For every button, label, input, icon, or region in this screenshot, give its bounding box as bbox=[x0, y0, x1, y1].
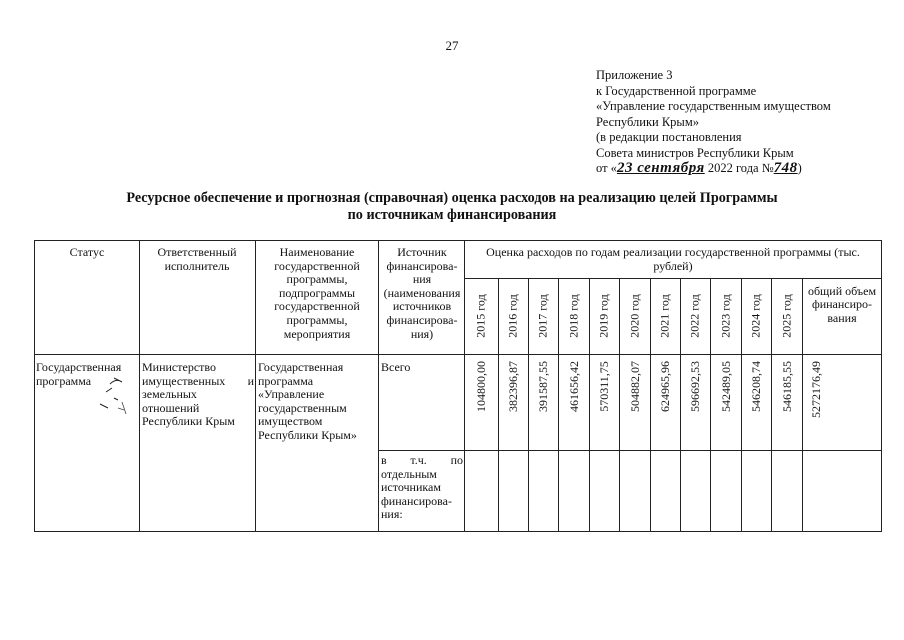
date-suffix: ) bbox=[797, 161, 802, 175]
col-line bbox=[255, 240, 256, 532]
year-value: 391587,55 bbox=[535, 361, 550, 412]
year-header: 2023 год bbox=[718, 294, 733, 338]
total-value: 5272176,49 bbox=[808, 361, 823, 418]
header-executor: Ответственный исполнитель bbox=[157, 245, 237, 273]
col-line bbox=[680, 278, 681, 532]
table-border-bottom bbox=[34, 531, 882, 532]
year-value: 570311,75 bbox=[596, 361, 611, 412]
estimate-header-line bbox=[464, 278, 882, 279]
row-source-detail: в т.ч. по отдельным источникам финансирова-ния: bbox=[381, 453, 463, 522]
year-header: 2017 год bbox=[535, 294, 550, 338]
appendix-line: к Государственной программе bbox=[596, 83, 757, 98]
col-line bbox=[558, 278, 559, 532]
year-header: 2020 год bbox=[627, 294, 642, 338]
row-program-name: Государственная программа «Управление государственным имуществом Республики Крым» bbox=[258, 360, 357, 442]
appendix-line: Совета министров Республики Крым bbox=[596, 145, 794, 160]
col-line bbox=[741, 278, 742, 532]
header-bottom-line bbox=[34, 354, 882, 355]
year-value: 596692,53 bbox=[687, 361, 702, 412]
col-line bbox=[139, 240, 140, 532]
year-header: 2021 год bbox=[657, 294, 672, 338]
year-value: 504882,07 bbox=[627, 361, 642, 412]
col-line bbox=[619, 278, 620, 532]
year-header: 2019 год bbox=[596, 294, 611, 338]
col-line bbox=[589, 278, 590, 532]
date-prefix: от « bbox=[596, 161, 617, 175]
document-title bbox=[0, 190, 904, 224]
appendix-date-line bbox=[596, 161, 896, 177]
year-value: 624965,96 bbox=[657, 361, 672, 412]
year-header: 2018 год bbox=[566, 294, 581, 338]
year-value: 382396,87 bbox=[505, 361, 520, 412]
header-source: Источник финансирова-ния (наименования источников финансирова-ния) bbox=[383, 245, 461, 341]
col-line bbox=[378, 240, 379, 532]
date-year: 2022 года № bbox=[704, 161, 774, 175]
year-value: 546185,55 bbox=[779, 361, 794, 412]
appendix-line: Приложение 3 bbox=[596, 68, 673, 82]
row-source: Всего bbox=[381, 360, 411, 374]
col-line bbox=[650, 278, 651, 532]
financing-table bbox=[34, 240, 882, 532]
col-line bbox=[802, 278, 803, 532]
col-line bbox=[34, 240, 35, 532]
year-header: 2024 год bbox=[748, 294, 763, 338]
col-line bbox=[771, 278, 772, 532]
col-line bbox=[464, 240, 465, 532]
row-executor: Министерство имущественных и земельных отношений Республики Крым bbox=[142, 360, 254, 429]
year-header: 2025 год bbox=[779, 294, 794, 338]
year-value: 542489,05 bbox=[718, 361, 733, 412]
header-total: общий объем финансиро-вания bbox=[807, 284, 877, 325]
title-line-1: Ресурсное обеспечение и прогнозная (справочная) оценка расходов на реализацию целей Программы bbox=[126, 190, 778, 206]
table-border-top bbox=[34, 240, 882, 241]
page-number: 27 bbox=[445, 38, 459, 53]
year-value: 546208,74 bbox=[748, 361, 763, 412]
year-header: 2016 год bbox=[505, 294, 520, 338]
handwritten-date: 23 сентября bbox=[616, 160, 705, 176]
appendix-line: Республики Крым» bbox=[596, 114, 699, 129]
col-line bbox=[498, 278, 499, 532]
year-value: 461656,42 bbox=[566, 361, 581, 412]
year-header: 2015 год bbox=[473, 294, 488, 338]
year-value: 104800,00 bbox=[473, 361, 488, 412]
header-status: Статус bbox=[69, 245, 105, 259]
year-header: 2022 год bbox=[687, 294, 702, 338]
col-line bbox=[881, 240, 882, 532]
header-estimate: Оценка расходов по годам реализации государственной программы (тыс. рублей) bbox=[486, 245, 860, 273]
appendix-line: «Управление государственным имуществом bbox=[596, 99, 831, 113]
header-program-name: Наименование государственной программы, подпрограммы государственной программы, мероприятия bbox=[274, 245, 360, 341]
row-divider-line bbox=[378, 450, 882, 451]
row-status: Государственная программа bbox=[36, 360, 122, 388]
col-line bbox=[710, 278, 711, 532]
handwritten-mark bbox=[80, 368, 136, 428]
col-line bbox=[528, 278, 529, 532]
appendix-block bbox=[596, 68, 896, 177]
appendix-line: (в редакции постановления bbox=[596, 130, 742, 144]
title-line-2: по источникам финансирования bbox=[347, 207, 557, 223]
handwritten-number: 748 bbox=[773, 160, 798, 176]
